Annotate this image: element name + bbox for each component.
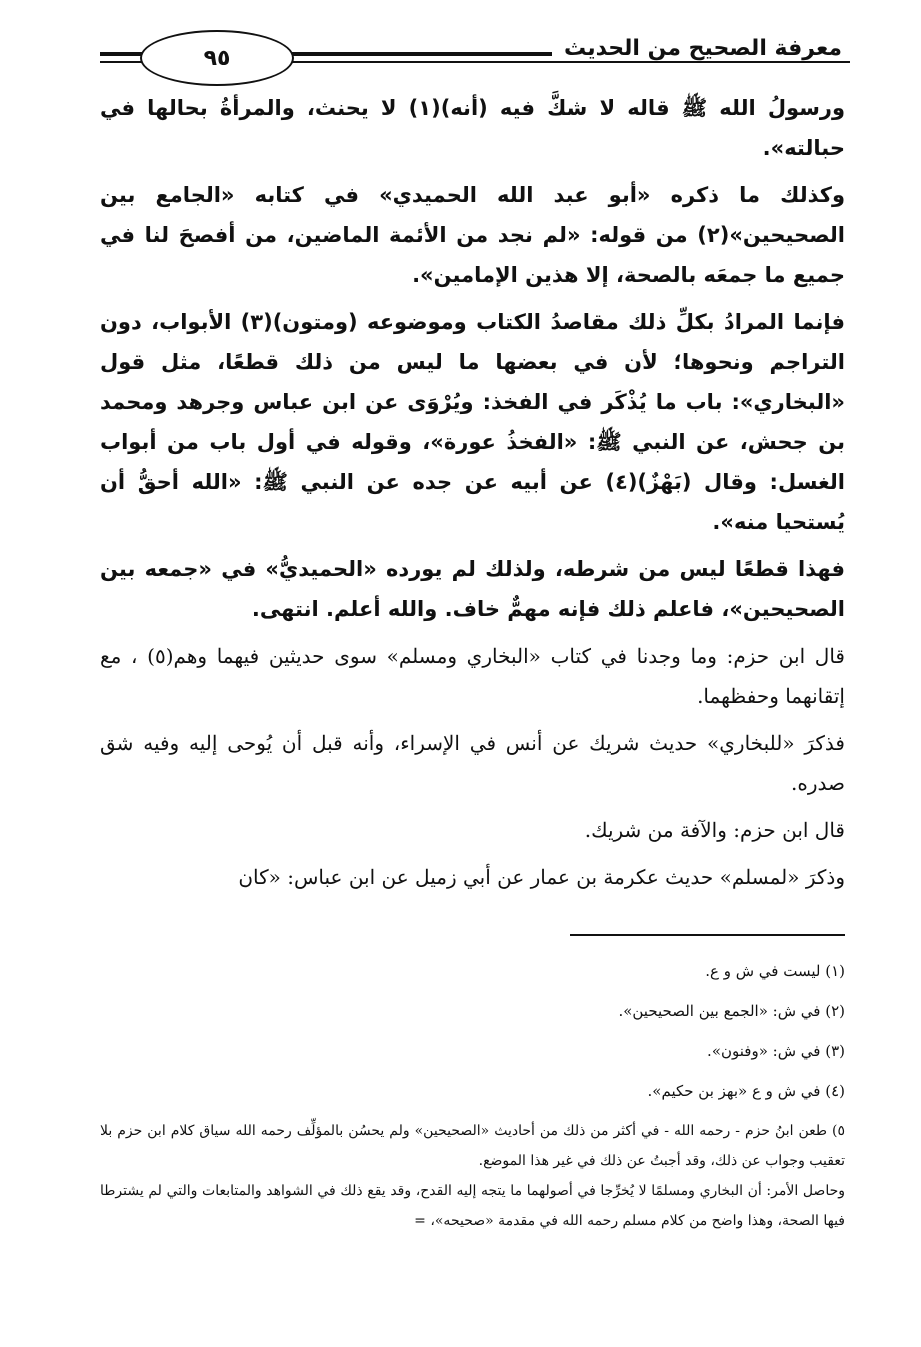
- paragraph: وذكرَ «لمسلم» حديث عكرمة بن عمار عن أبي زميل عن ابن عباس: «كان: [238, 865, 845, 889]
- running-title: معرفة الصحيح من الحديث: [552, 36, 850, 61]
- paragraph: فهذا قطعًا ليس من شرطه، ولذلك لم يورده «الحميديُّ» في «جمعه بين الصحيحين»، فاعلم ذلك فإنه مهمٌّ خاف. والله أعلم. انتهى.: [100, 557, 845, 621]
- paragraph: قال ابن حزم: وما وجدنا في كتاب «البخاري ومسلم» سوى حديثين فيهما وهم(٥) ، مع إتقانهما وحفظهما.: [100, 644, 845, 708]
- paragraph: ورسولُ الله ﷺ قاله لا شكَّ فيه (أنه)(١) لا يحنث، والمرأةُ بحالها في حبالته».: [100, 96, 846, 160]
- footnote-separator: [570, 934, 845, 936]
- footnote: (٣) في ش: «وفنون».: [707, 1042, 845, 1060]
- footnote-continuation: وحاصل الأمر: أن البخاري ومسلمًا لا يُخرِّجا في أصولهما ما يتجه إليه القدح، وقد يقع ذلك في الشواهد والمتابعات والتي لم يشترطا فيها الصحة، وهذا واضح من كلام مسلم رحمه الله في مقدمة «صحيحه»، =: [100, 1183, 845, 1229]
- footnote: (٤) في ش و ع «بهز بن حكيم».: [647, 1082, 845, 1100]
- footnote: ٥) طعن ابنُ حزم - رحمه الله - في أكثر من ذلك من أحاديث «الصحيحين» ولم يحسُن بالمؤلِّف رحمه الله سياق كلام ابن حزم بلا تعقيب وجواب عن ذلك، وقد أجبتُ عن ذلك في غير هذا الموضع.: [100, 1123, 845, 1169]
- page-number-badge: [140, 30, 294, 86]
- main-text: [100, 88, 845, 904]
- page-header: [100, 28, 850, 88]
- paragraph: فذكرَ «للبخاري» حديث شريك عن أنس في الإسراء، وأنه قبل أن يُوحى إليه وفيه شق صدره.: [100, 731, 845, 795]
- paragraph: فإنما المرادُ بكلِّ ذلك مقاصدُ الكتاب وموضوعه (ومتون)(٣) الأبواب، دون التراجم ونحوها؛ لأن في بعضها ما ليس من ذلك قطعًا، مثل قول «البخاري»: باب ما يُذْكَر في الفخذ: ويُرْوَى عن ابن عباس وجرهد ومحمد بن جحش، عن النبي ﷺ: «الفخذُ عورة»، وقوله في أول باب من أبواب الغسل: وقال (بَهْزٌ)(٤) عن أبيه عن جده عن النبي ﷺ: «الله أحقُّ أن يُستحيا منه».: [100, 310, 845, 534]
- footnote: (٢) في ش: «الجمع بين الصحيحين».: [618, 1002, 845, 1020]
- footnote: (١) ليست في ش و ع.: [705, 962, 845, 980]
- footnotes: [100, 956, 845, 1236]
- paragraph: وكذلك ما ذكره «أبو عبد الله الحميدي» في كتابه «الجامع بين الصحيحين»(٢) من قوله: «لم نجد من الأئمة الماضين، من أفصحَ لنا في جميع ما جمعَه بالصحة، إلا هذين الإمامين».: [100, 183, 845, 287]
- paragraph: قال ابن حزم: والآفة من شريك.: [584, 818, 845, 842]
- page-number: ٩٥: [203, 45, 231, 71]
